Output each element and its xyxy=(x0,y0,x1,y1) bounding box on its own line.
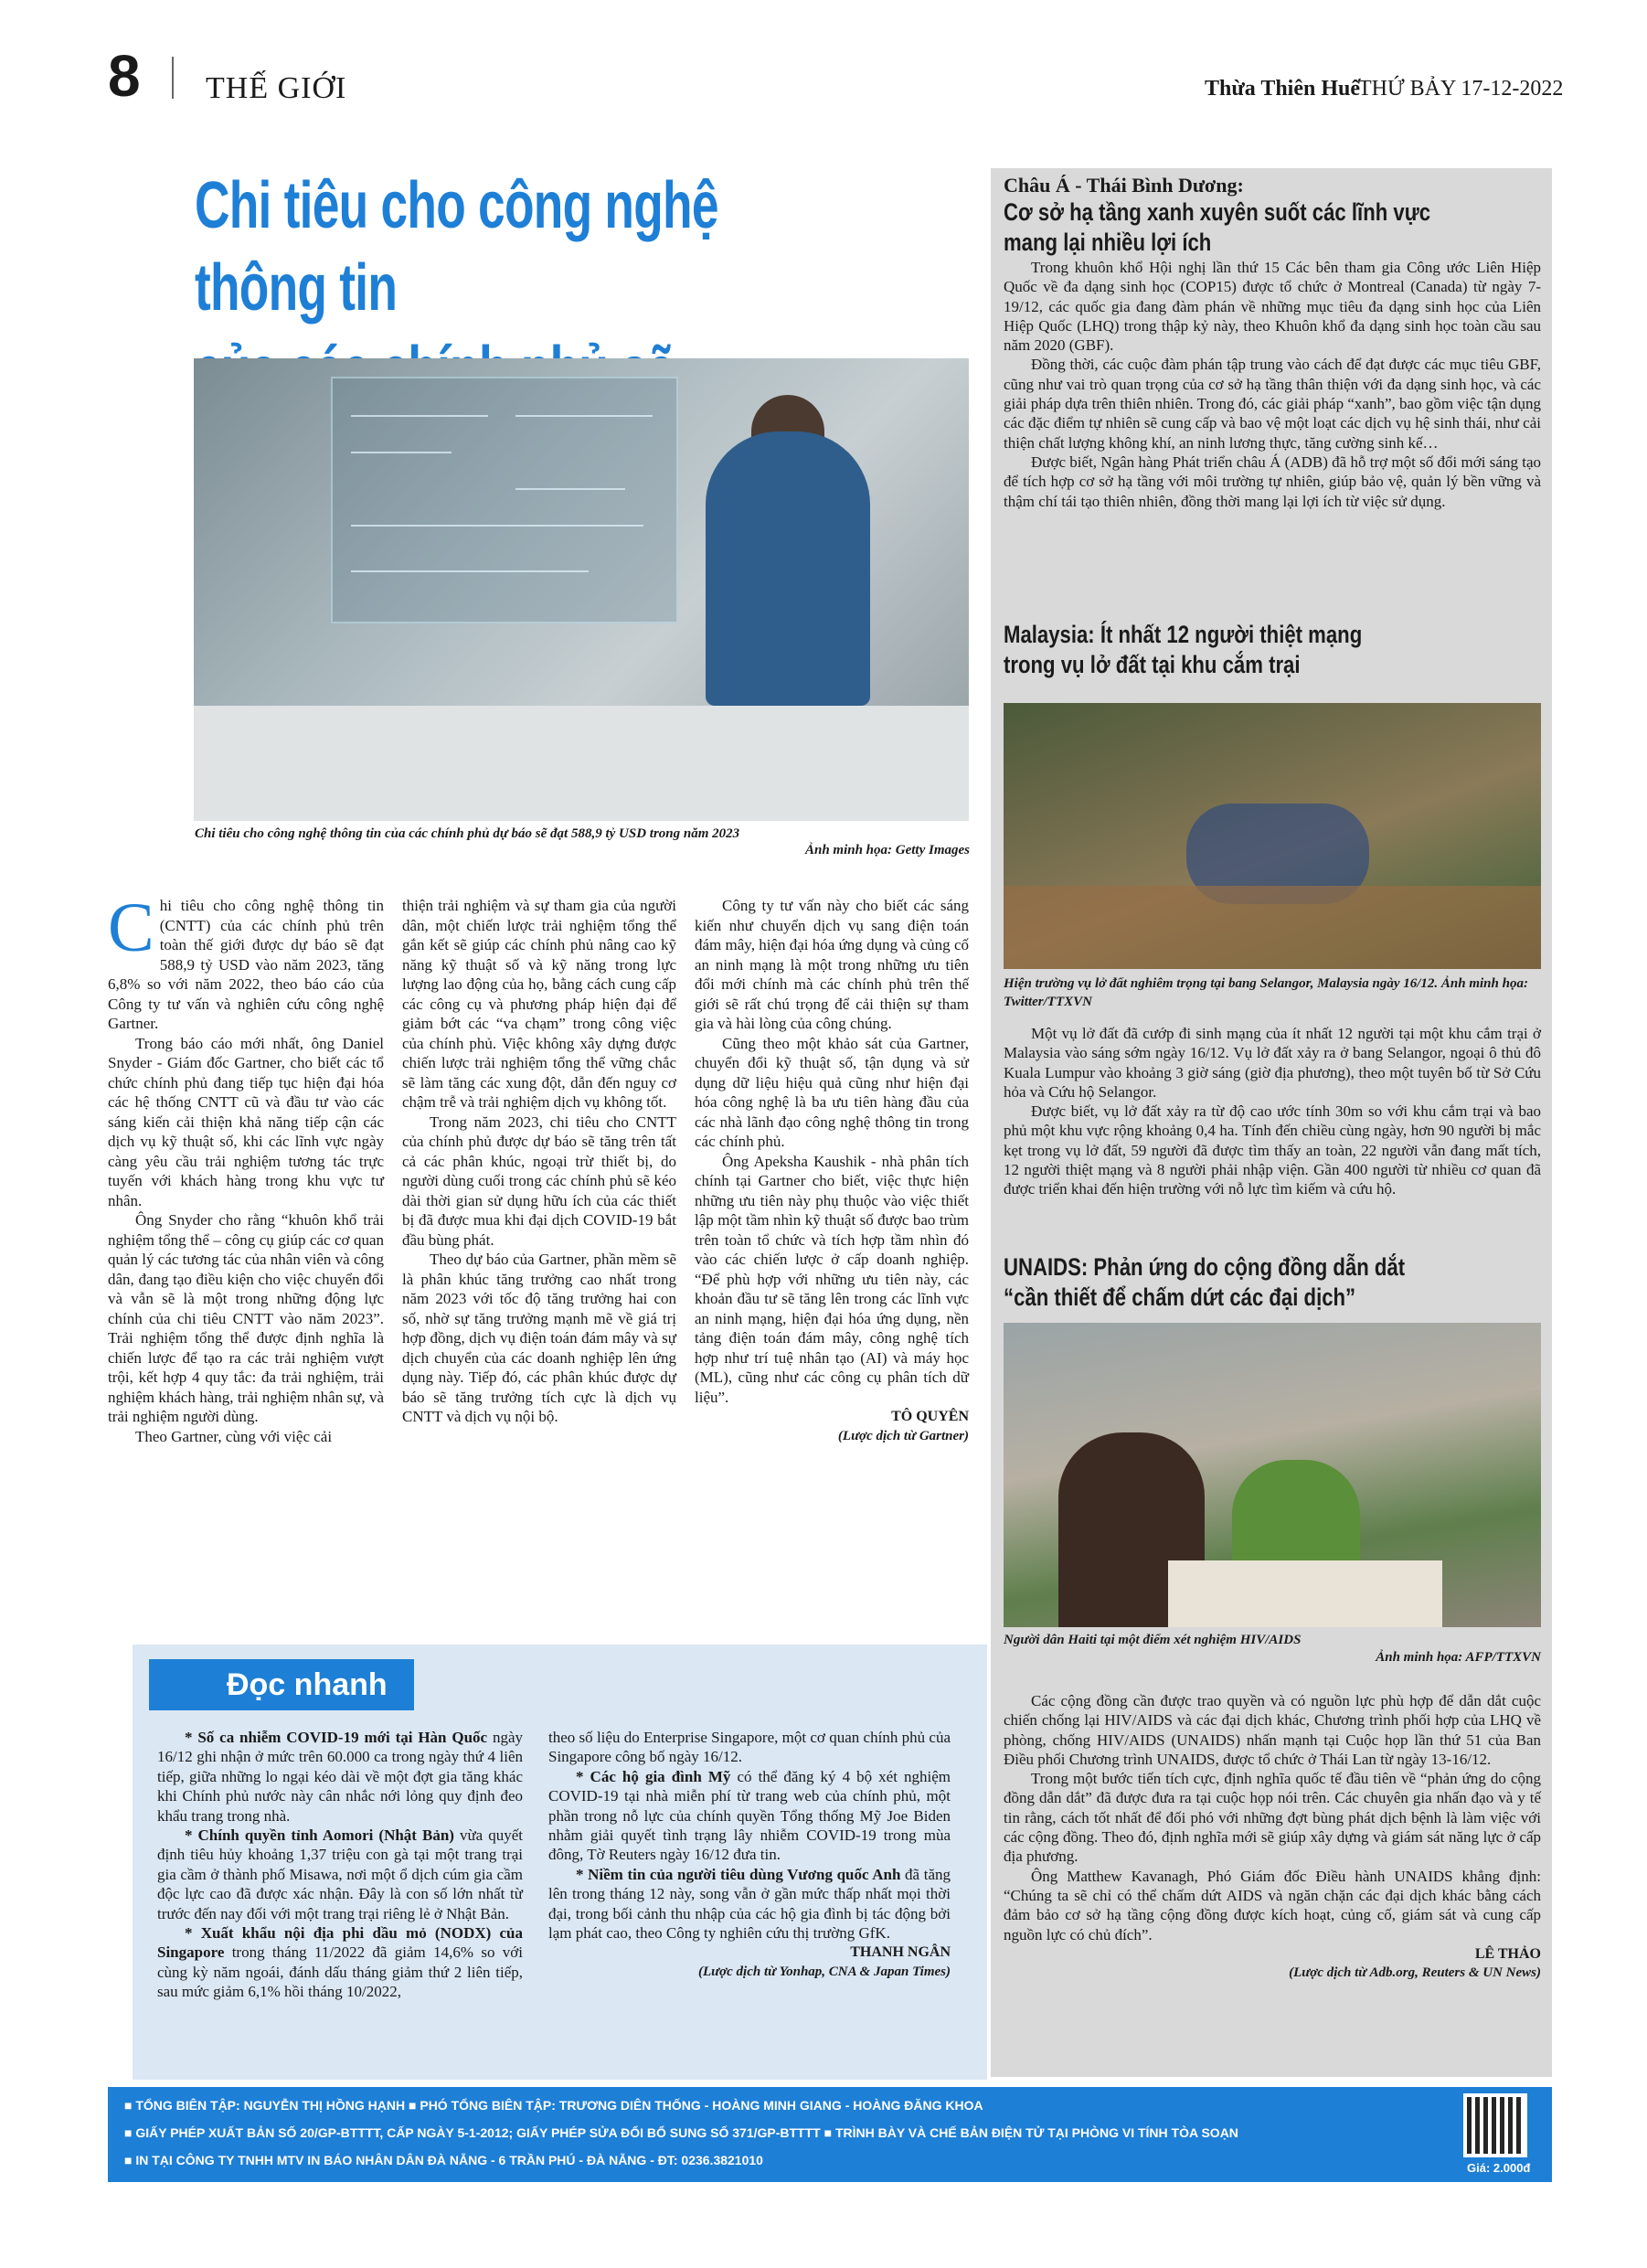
quick-read-item: * Các hộ gia đình Mỹ có thể đăng ký 4 bộ xét nghiệm COVID-19 tại nhà miễn phí từ trang web của chính phủ, một phần trong nỗ lực của chính quyền Tổng thống Mỹ Joe Biden nhằm giải quyết tình trạng lây nhiễm COVID-19 trong mùa đông, Tờ Reuters ngày 16/12 đưa tin. xyxy=(548,1767,951,1864)
article-paragraph: Được biết, Ngân hàng Phát triển châu Á (ADB) đã hỗ trợ một số đổi mới sáng tạo để tích hợp cơ sở hạ tầng với môi trường tự nhiên, giúp bảo vệ, quản lý bền vững và thậm chí tái tạo thiên nhiên, đồng thời mang lại lợi ích từ việc sử dụng. xyxy=(1004,453,1541,510)
article-paragraph: thiện trải nghiệm và sự tham gia của người dân, một chiến lược trải nghiệm tổng thể gắn kết sẽ giúp các chính phủ nâng cao kỹ năng kỹ thuật số và kỹ năng trong lực lượng lao động của họ, bằng cách cung cấp các công cụ và phương pháp hiện đại để giảm bớt các “va chạm” trong công việc của chính phủ. Việc không xây dựng được chiến lược trải nghiệm tổng thể vững chắc sẽ làm tăng các xung đột, dẫn đến nguy cơ chậm trễ và trải nghiệm dịch vụ không tốt. xyxy=(402,897,676,1111)
article-paragraph: Công ty tư vấn này cho biết các sáng kiến như chuyển dịch vụ sang điện toán đám mây, hiện đại hóa ứng dụng và củng cố an ninh mạng là một trong những ưu tiên đổi mới chính mà các chính phủ trên thế giới sẽ rất chú trọng để cải thiện sự tham gia và hài lòng của công chúng. xyxy=(695,897,969,1032)
quick-read-source: (Lược dịch từ Yonhap, CNA & Japan Times) xyxy=(697,1964,951,1979)
main-headline-line-1: Chi tiêu cho công nghệ thông tin xyxy=(195,169,718,325)
quick-read-item: * Xuất khẩu nội địa phi dầu mỏ (NODX) của Singapore trong tháng 11/2022 đã giảm 14,6% so với cùng kỳ năm ngoái, đánh dấu tháng giảm thứ 2 liên tiếp, sau mức giảm 6,1% hồi tháng 10/2022, xyxy=(157,1924,523,2001)
person-graphic xyxy=(706,431,870,706)
article-paragraph: Ông Matthew Kavanagh, Phó Giám đốc Điều hành UNAIDS khẳng định: “Chúng ta sẽ chỉ có thể chấm dứt AIDS và ngăn chặn các đại dịch khác bằng cách đảm bảo cơ sở hạ tầng cộng đồng được kích hoạt, củng cố, giám sát và cung cấp nguồn lực có chủ đích”. xyxy=(1004,1867,1541,1943)
quick-read-title: Đọc nhanh xyxy=(149,1659,414,1710)
quick-read-item: * Chính quyền tỉnh Aomori (Nhật Bản) vừa quyết định tiêu hủy khoảng 1,37 triệu con gà tại một trang trại gia cầm ở thành phố Misawa, nơi một ổ dịch cúm gia cầm độc lực cao đã được xác nhận. Đây là con số lớn nhất từ trước đến nay đối với một trang trại riêng lẻ ở Nhật Bản. xyxy=(157,1826,523,1922)
article-paragraph: Theo dự báo của Gartner, phần mềm sẽ là phân khúc tăng trưởng cao nhất trong năm 2023 với tốc độ tăng trưởng hai con số, nhờ sự tăng trưởng mạnh mẽ về giá trị hợp đồng, dịch vụ điện toán đám mây và sự dịch chuyển của các doanh nghiệp lên ứng dụng này. Tiếp đó, các phân khúc được dự báo sẽ tăng trưởng tích cực là dịch vụ CNTT và dịch vụ nội bộ. xyxy=(402,1251,676,1425)
desk-graphic xyxy=(194,706,969,821)
quick-read-column-1 xyxy=(157,1728,523,2002)
header-divider xyxy=(172,57,174,99)
main-photo xyxy=(194,358,969,821)
article-malaysia-body xyxy=(1004,1024,1541,1199)
article-paragraph: Cũng theo một khảo sát của Gartner, chuyển đổi kỹ thuật số, tận dụng và sử dụng dữ liệu hiệu quả cũng như hiện đại hóa công nghệ là ba ưu tiên hàng đầu của các nhà lãnh đạo công nghệ thông tin trong các chính phủ. xyxy=(695,1034,969,1150)
issue-date: THỨ BẢY 17-12-2022 xyxy=(1358,77,1564,101)
hiv-photo-caption: Người dân Haiti tại một điểm xét nghiệm HIV/AIDS xyxy=(1004,1633,1302,1647)
article-paragraph: Các cộng đồng cần được trao quyền và có nguồn lực phù hợp để dẫn dắt cuộc chiến chống lại HIV/AIDS và các đại dịch khác, Chương trình phối hợp của LHQ về phòng, chống HIV/AIDS (UNAIDS) nhấn mạnh tại Cuộc họp lần thứ 51 của Ban Điều phối Chương trình UNAIDS, được tổ chức ở Thái Lan từ ngày 13-16/12. xyxy=(1004,1692,1541,1768)
section-title: THẾ GIỚI xyxy=(206,71,347,105)
page-number: 8 xyxy=(108,43,141,109)
article-paragraph: Ông Apeksha Kaushik - nhà phân tích chính tại Gartner cho biết, việc thực hiện những ưu tiên này phụ thuộc vào việc thiết lập một tầm nhìn kỹ thuật số được bao trùm trên toàn tổ chức và tích hợp tầm nhìn đó vào các chiến lược ở cấp doanh nghiệp. “Để phù hợp với những ưu tiên này, các khoản đầu tư sẽ tăng lên trong các lĩnh vực an ninh mạng, hiện đại hóa ứng dụng, nền tảng điện toán đám mây, công nghệ tích hợp như trí tuệ nhân tạo (AI) và máy học (ML), cũng như các công cụ phân tích dữ liệu”. xyxy=(695,1152,969,1406)
article-kicker: Châu Á - Thái Bình Dương: xyxy=(1004,174,1244,197)
newspaper-name: Thừa Thiên Huế xyxy=(1205,77,1361,101)
article-paragraph: Trong năm 2023, chi tiêu cho CNTT của chính phủ được dự báo sẽ tăng trên tất cả các phân khúc, ngoại trừ thiết bị, do người dùng cuối trong các chính phủ sẽ kéo dài thời gian sử dụng hữu ích của các thiết bị đã được mua khi đại dịch COVID-19 bắt đầu bùng phát. xyxy=(402,1113,676,1249)
landslide-caption: Hiện trường vụ lở đất nghiêm trọng tại bang Selangor, Malaysia ngày 16/12. Ảnh minh họa: Twitter/TTXVN xyxy=(1004,976,1528,1009)
article-column-1 xyxy=(108,889,384,1446)
main-photo-credit: Ảnh minh họa: Getty Images xyxy=(804,843,970,857)
article-paragraph: Trong một bước tiến tích cực, định nghĩa quốc tế đầu tiên về “phản ứng do cộng đồng dẫn dắt” đã được đưa ra tại cuộc họp nói trên. Các chuyên gia nhấn đạo và y tế tin rằng, cách tốt nhất để đối phó với những đợt bùng phát dịch bệnh là làm việc với các cộng đồng. Theo đó, định nghĩa mới sẽ giúp xây dựng và giám sát năng lực ở cấp địa phương. xyxy=(1004,1770,1541,1866)
article-author: LÊ THẢO xyxy=(1474,1945,1541,1962)
holographic-screen-graphic xyxy=(331,377,678,623)
quick-read-item: theo số liệu do Enterprise Singapore, một cơ quan chính phủ của Singapore công bố ngày 16/12. xyxy=(548,1729,951,1766)
table-graphic xyxy=(1168,1560,1442,1627)
quick-read-column-2 xyxy=(548,1728,951,1982)
article-unaids-body xyxy=(1004,1691,1541,1983)
drop-cap: C xyxy=(108,889,154,966)
article-source: (Lược dịch từ Adb.org, Reuters & UN News) xyxy=(1289,1965,1541,1981)
article-paragraph: Một vụ lở đất đã cướp đi sinh mạng của ít nhất 12 người tại một khu cắm trại ở Malaysia vào sáng sớm ngày 16/12. Vụ lở đất xảy ra ở bang Selangor, ngoại ô thủ đô Kuala Lumpur vào khoảng 3 giờ sáng (giờ địa phương), theo một tuyên bố từ Sở Cứu hỏa và Cứu hộ Selangor. xyxy=(1004,1025,1541,1101)
article-paragraph: Trong khuôn khổ Hội nghị lần thứ 15 Các bên tham gia Công ước Liên Hiệp Quốc về đa dạng sinh học (COP15) được tổ chức ở Montreal (Canada) từ ngày 7-19/12, các quốc gia đang đàm phán về những mục tiêu đa dạng sinh học của Liên Hiệp Quốc (LHQ) trong thập kỷ này, theo Khuôn khổ đa dạng sinh học toàn cầu sau năm 2020 (GBF). xyxy=(1004,259,1541,355)
price-label: Giá: 2.000đ xyxy=(1467,2161,1531,2175)
article-paragraph: Đồng thời, các cuộc đàm phán tập trung vào cách để đạt được các mục tiêu GBF, cũng như vai trò quan trọng của cơ sở hạ tầng thân thiện với đa dạng sinh học, và các giải pháp dựa trên thiên nhiên. Trong đó, các giải pháp “xanh”, bao gồm việc tận dụng các đặc điểm tự nhiên sẽ cung cấp và bao vệ một loạt các dịch vụ hệ sinh thái, như cải thiện chất lượng không khí, an ninh lương thực, tăng cường sinh kế… xyxy=(1004,356,1541,452)
qr-code-icon xyxy=(1463,2093,1527,2157)
article-paragraph: Được biết, vụ lở đất xảy ra từ độ cao ước tính 30m so với khu cắm trại và bao phủ một khu vực rộng khoảng 0,4 ha. Tính đến chiều cùng ngày, hơn 90 người bị mắc kẹt trong vụ lở đất, 59 người đã được tìm thấy an toàn, 22 người vẫn đang mất tích, 12 người thiệt mạng và 8 người phải nhập viện. Gần 400 người từ nhiều cơ quan đã được triển khai đến hiện trường với nỗ lực tìm kiếm và cứu hộ. xyxy=(1004,1102,1541,1198)
main-photo-caption: Chi tiêu cho công nghệ thông tin của các chính phủ dự báo sẽ đạt 588,9 tỷ USD trong năm 2023 xyxy=(195,826,740,841)
quick-read-item: * Niềm tin của người tiêu dùng Vương quốc Anh đã tăng lên trong tháng 12 này, song vẫn ở gần mức thấp nhất mọi thời đại, trong bối cảnh thu nhập của các hộ gia đình bị tác động bởi lạm phát cao, theo Công ty nghiên cứu thị trường GfK. xyxy=(548,1865,951,1943)
article-paragraph: hi tiêu cho công nghệ thông tin (CNTT) của các chính phủ trên toàn thế giới được dự báo sẽ đạt 588,9 tỷ USD vào năm 2023, tăng 6,8% so với năm 2022, theo báo cáo của Công ty tư vấn và nghiên cứu công nghệ Gartner. xyxy=(108,897,384,1032)
article-paragraph: Theo Gartner, cùng với việc cải xyxy=(135,1427,333,1445)
mud-graphic xyxy=(1004,886,1541,969)
article-source: (Lược dịch từ Gartner) xyxy=(837,1428,969,1443)
quick-read-author: THANH NGÂN xyxy=(850,1944,951,1961)
article-title: Cơ sở hạ tầng xanh xuyên suốt các lĩnh vực mang lại nhiều lợi ích xyxy=(1004,198,1431,256)
article-body xyxy=(1004,258,1541,511)
article-asia-pacific xyxy=(1004,174,1541,511)
article-paragraph: Ông Snyder cho rằng “khuôn khổ trải nghiệm tổng thể – công cụ giúp các cơ quan quản lý các tương tác của nhân viên và công dân, đang tạo điều kiện cho việc chuyển đổi và vẫn sẽ là một trong những động lực chính của chi tiêu CNTT vào năm 2023”. Trải nghiệm tổng thể được định nghĩa là chiến lược để tạo ra các trải nghiệm vượt trội, kết hợp 4 quy tắc: đa trải nghiệm, trải nghiệm khách hàng, trải nghiệm nhân sự, và trải nghiệm người dùng. xyxy=(108,1211,384,1425)
landslide-photo xyxy=(1004,703,1541,969)
article-column-3 xyxy=(695,896,969,1446)
footer-line: ■ GIẤY PHÉP XUẤT BẢN SỐ 20/GP-BTTTT, CẤP NGÀY 5-1-2012; GIẤY PHÉP SỬA ĐỔI BỔ SUNG SỐ 371/GP-BTTTT ■ TRÌNH BÀY VÀ CHẾ BẢN ĐIỆN TỬ TẠI PHÒNG VI TÍNH TÒA SOẠN xyxy=(124,2125,1238,2140)
article-paragraph: Trong báo cáo mới nhất, ông Daniel Snyder - Giám đốc Gartner, cho biết các tổ chức chính phủ đang tiếp tục hiện đại hóa các hệ thống CNTT cũ và đầu tư vào các sáng kiến cải thiện khả năng tiếp cận các dịch vụ kỹ thuật số, khi các lĩnh vực ngày càng yêu cầu trải nghiệm tương tác trực tuyến với khách hàng trong khu vực tư nhân. xyxy=(108,1034,384,1209)
article-malaysia-title: Malaysia: Ít nhất 12 người thiệt mạng trong vụ lở đất tại khu cắm trại xyxy=(1004,621,1363,678)
article-unaids-title: UNAIDS: Phản ứng do cộng đồng dẫn dắt “cần thiết để chấm dứt các đại dịch” xyxy=(1004,1253,1406,1311)
hiv-test-photo xyxy=(1004,1323,1541,1627)
article-author: TÔ QUYÊN xyxy=(891,1409,969,1424)
footer-line: ■ IN TẠI CÔNG TY TNHH MTV IN BÁO NHÂN DÂN ĐÀ NẴNG - 6 TRẦN PHÚ - ĐÀ NẴNG - ĐT: 0236.3821010 xyxy=(124,2153,763,2167)
quick-read-item: * Số ca nhiễm COVID-19 mới tại Hàn Quốc ngày 16/12 ghi nhận ở mức trên 60.000 ca trong ngày thứ 4 liên tiếp, giữa những lo ngại kéo dài về một đợt gia tăng khác khi Chính phủ nước này cân nhắc nới lỏng quy định đeo khẩu trang trong nhà. xyxy=(157,1729,523,1825)
hiv-photo-credit: Ảnh minh họa: AFP/TTXVN xyxy=(1376,1650,1541,1665)
footer-line: ■ TỔNG BIÊN TẬP: NGUYỄN THỊ HỒNG HẠNH ■ PHÓ TỔNG BIÊN TẬP: TRƯƠNG DIÊN THỐNG - HOÀNG MINH GIANG - HOÀNG ĐĂNG KHOA xyxy=(124,2098,983,2113)
masthead-footer xyxy=(108,2087,1552,2182)
article-column-2 xyxy=(402,896,676,1427)
